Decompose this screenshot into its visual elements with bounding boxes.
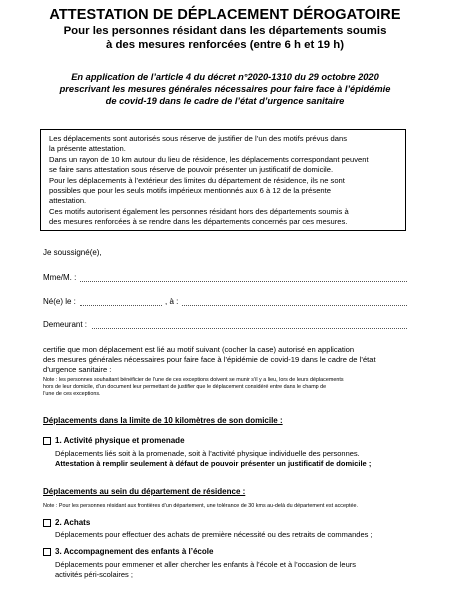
name-label: Mme/M. :	[43, 273, 77, 282]
section-heading-departement: Déplacements au sein du département de résidence :	[43, 487, 246, 496]
document-subtitle-line1: Pour les personnes résidant dans les départements soumis	[63, 25, 387, 37]
motif-3-description-line1: Déplacements pour emmener et aller chercher les enfants à l’école et à l’occasion de leurs	[55, 560, 356, 569]
info-line: Les déplacements sont autorisés sous réserve de justifier de l’un des motifs prévus dans	[49, 134, 347, 143]
motif-2-description: Déplacements pour effectuer des achats de première nécessité ou des retraits de commandes ;	[55, 530, 373, 539]
motif-1-note: Attestation à remplir seulement à défaut de pouvoir présenter un justificatif de domicile ;	[55, 459, 372, 468]
certify-line: des mesures générales nécessaires pour faire face à l’épidémie de covid-19 dans le cadre de l’état	[43, 355, 376, 364]
birth-place-field[interactable]	[182, 305, 407, 306]
info-line: des mesures renforcées à se rendre dans les départements concernés par ces mesures.	[49, 217, 348, 226]
section-heading-10km: Déplacements dans la limite de 10 kilomètres de son domicile :	[43, 416, 283, 425]
birth-date-field[interactable]	[80, 305, 162, 306]
certify-note-line: Note : les personnes souhaitant bénéficier de l’une de ces exceptions doivent se munir s’il y a lieu, lors de leurs déplacements	[43, 377, 344, 383]
undersigned-label: Je soussigné(e),	[43, 248, 102, 257]
document-subtitle-line2: à des mesures renforcées (entre 6 h et 19 h)	[105, 39, 345, 51]
intro-line-3: de covid-19 dans le cadre de l’état d’urgence sanitaire	[105, 96, 345, 106]
birth-place-label: , à :	[165, 297, 179, 306]
checkbox-accompagnement-enfants[interactable]	[43, 548, 51, 556]
birth-date-label: Né(e) le :	[43, 297, 76, 306]
intro-line-1: En application de l’article 4 du décret n°2020-1310 du 29 octobre 2020	[71, 72, 379, 82]
info-line: attestation.	[49, 196, 87, 205]
intro-line-2: prescrivant les mesures générales nécessaires pour faire face à l’épidémie	[59, 84, 391, 94]
info-line: se faire sans attestation sous réserve de pouvoir présenter un justificatif de domicile.	[49, 165, 334, 174]
certify-line: certifie que mon déplacement est lié au motif suivant (cocher la case) autorisé en application	[43, 345, 355, 354]
section-2-note: Note : Pour les personnes résidant aux frontières d’un département, une tolérance de 30 kms au-delà du département est acceptée.	[43, 503, 358, 509]
certify-line: d’urgence sanitaire :	[43, 365, 112, 374]
checkbox-achats[interactable]	[43, 519, 51, 527]
address-label: Demeurant :	[43, 320, 88, 329]
certify-note-line: hors de leur domicile, d’un document leur permettant de justifier que le déplacement considéré entre dans le champ de	[43, 384, 327, 390]
info-line: Ces motifs autorisent également les personnes résidant hors des départements soumis à	[49, 207, 349, 216]
info-box	[40, 129, 406, 231]
motif-3-description-line2: activités péri-scolaires ;	[55, 570, 133, 579]
address-field[interactable]	[92, 328, 407, 329]
info-line: Pour les déplacements à l’extérieur des limites du département de résidence, ils ne sont	[49, 176, 345, 185]
document-title: ATTESTATION DE DÉPLACEMENT DÉROGATOIRE	[49, 7, 401, 23]
motif-1-title: 1. Activité physique et promenade	[55, 436, 185, 445]
motif-2-title: 2. Achats	[55, 518, 91, 527]
motif-1-description: Déplacements liés soit à la promenade, soit à l’activité physique individuelle des personnes.	[55, 449, 360, 458]
info-line: possibles que pour les seuls motifs impérieux mentionnés aux 6 à 12 de la présente	[49, 186, 331, 195]
info-line: Dans un rayon de 10 km autour du lieu de résidence, les déplacements correspondant peuvent	[49, 155, 369, 164]
name-field[interactable]	[80, 281, 407, 282]
motif-3-title: 3. Accompagnement des enfants à l’école	[55, 547, 214, 556]
certify-note-line: l’une de ces exceptions.	[43, 391, 101, 397]
checkbox-activite-physique[interactable]	[43, 437, 51, 445]
info-line: la présente attestation.	[49, 144, 126, 153]
